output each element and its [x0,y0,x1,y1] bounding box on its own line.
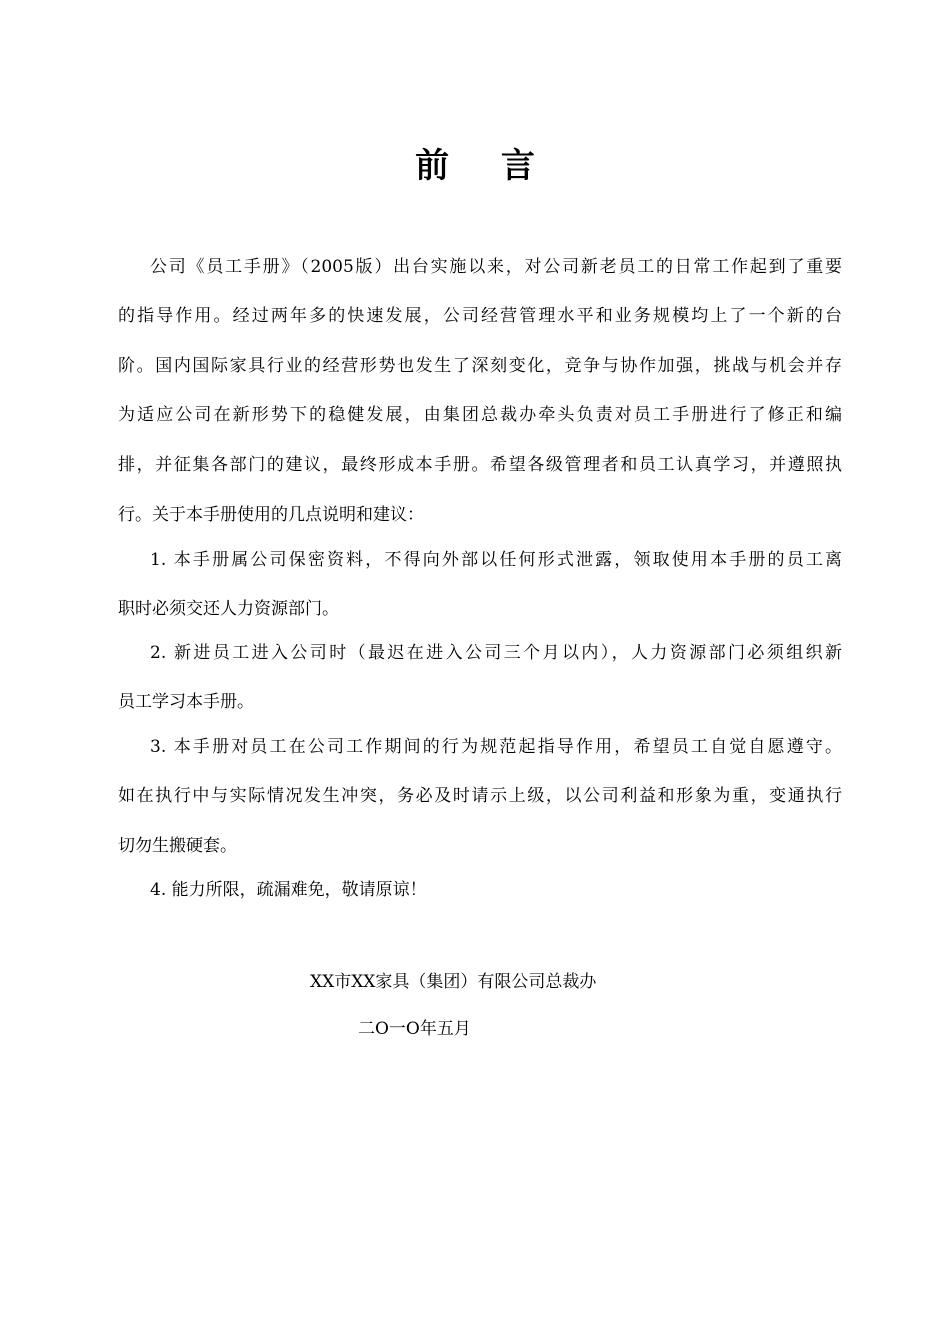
list-item-line: 2. 新进员工进入公司时（最迟在进入公司三个月以内），人力资源部门必须组织新 [150,643,842,663]
list-item-line: 员工学习本手册。 [118,692,254,712]
list-item-line: 如在执行中与实际情况发生冲突，务必及时请示上级，以公司利益和形象为重，变通执行 [118,786,842,806]
paragraph-line: 阶。国内国际家具行业的经营形势也发生了深刻变化，竞争与协作加强，挑战与机会并存 [118,356,842,376]
list-item-line: 3. 本手册对员工在公司工作期间的行为规范起指导作用，希望员工自觉自愿遵守。 [150,737,842,757]
paragraph-line: 行。关于本手册使用的几点说明和建议： [118,505,424,525]
paragraph-line: 排，并征集各部门的建议，最终形成本手册。希望各级管理者和员工认真学习，并遵照执 [118,455,842,475]
list-item-line: 切勿生搬硬套。 [118,836,237,856]
list-item-line: 职时必须交还人力资源部门。 [118,599,339,619]
list-item-line: 1. 本手册属公司保密资料，不得向外部以任何形式泄露，领取使用本手册的员工离 [150,550,842,570]
paragraph-line: 的指导作用。经过两年多的快速发展，公司经营管理水平和业务规模均上了一个新的台 [118,306,842,326]
list-item-line: 4. 能力所限，疏漏难免，敬请原谅！ [150,880,427,900]
paragraph-line: 为适应公司在新形势下的稳健发展，由集团总裁办牵头负责对员工手册进行了修正和编 [118,405,842,425]
paragraph-line: 公司《员工手册》（2005版）出台实施以来，对公司新老员工的日常工作起到了重要 [150,257,842,277]
signature-date: 二O一O年五月 [358,1019,471,1039]
signature-organization: XX市XX家具（集团）有限公司总裁办 [310,972,597,992]
page-title: 前 言 [415,146,555,186]
